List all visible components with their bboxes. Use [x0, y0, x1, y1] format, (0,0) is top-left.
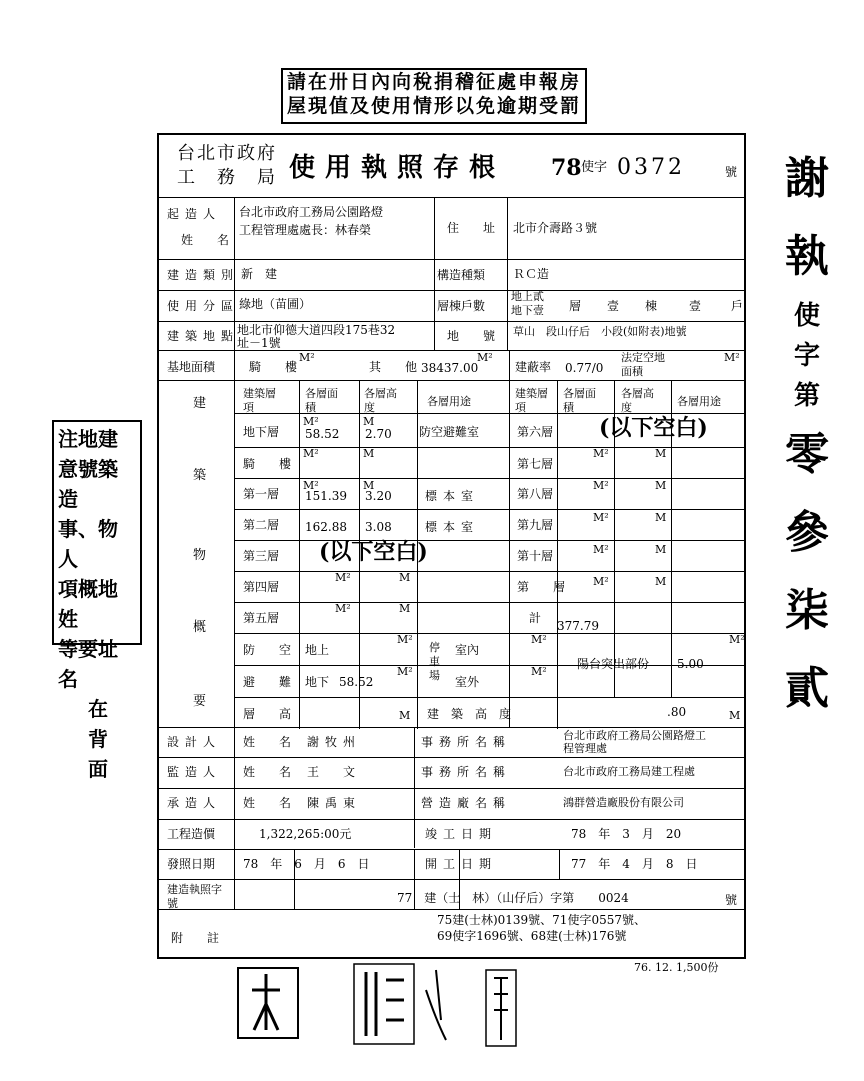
col-head-item: 建築層項	[243, 387, 276, 414]
floor-area: 58.52	[305, 427, 340, 441]
floor-name: 第七層	[517, 457, 554, 471]
contractor-label: 承造人	[167, 796, 222, 810]
start-value: 77 年 4 月 8 日	[571, 857, 698, 871]
col-head-use: 各層用途	[427, 395, 471, 408]
unit-m: M	[399, 709, 411, 722]
issue-value: 78 年 6 月 6 日	[243, 857, 370, 871]
col-head-use: 各層用途	[677, 395, 721, 408]
notice-line-1: 請在卅日內向稅捐稽征處申報房	[286, 71, 581, 93]
floors-above: 地上貳	[511, 290, 544, 303]
margin-char: 使	[793, 301, 820, 331]
side-note-line: 等要址名	[58, 637, 118, 691]
contractor-office: 鴻群營造廠股份有限公司	[563, 796, 684, 809]
rule	[159, 727, 744, 728]
rule	[234, 697, 744, 698]
rule	[159, 819, 744, 820]
unit-m2: M²	[593, 479, 609, 492]
remarks-line-1: 75建(士林)0139號、71使字0557號、	[437, 913, 646, 927]
designer-name-label: 姓 名	[243, 735, 298, 749]
unit-m2: M²	[335, 571, 351, 584]
floor-name: 第十層	[517, 549, 554, 563]
permit-char: 使字	[581, 160, 608, 175]
rule	[159, 321, 744, 322]
rule	[234, 571, 744, 572]
permit-label: 建造執照字號	[167, 883, 222, 910]
designer-office-1: 台北市政府工務局公園路燈工	[563, 729, 706, 742]
side-note-line: 注地建	[58, 427, 118, 451]
unit-m: M	[655, 511, 667, 524]
rule	[159, 259, 744, 260]
floor-name: 第 層	[517, 580, 572, 594]
floors-below: 地下壹	[511, 304, 544, 317]
supervisor-name-label: 姓 名	[243, 765, 298, 779]
rule	[234, 509, 744, 510]
unit-m2: M²	[729, 633, 745, 646]
unit-m: M	[655, 575, 667, 588]
col-head-area: 各層面積	[563, 387, 596, 414]
rule	[159, 909, 744, 910]
air-raid-label: 防 空	[243, 643, 298, 657]
overview-label: 要	[193, 694, 207, 709]
site-value-2: 址－1號	[237, 336, 281, 350]
unit-m2: M²	[531, 633, 547, 646]
zone-value: 綠地（苗圃）	[239, 297, 312, 311]
margin-char: 貳	[785, 663, 829, 714]
print-note: 76. 12. 1,500份	[634, 961, 719, 974]
org-line-2: 工 務 局	[177, 167, 277, 188]
rule	[159, 757, 744, 758]
below-value: 58.52	[339, 675, 374, 689]
overview-label: 概	[193, 620, 207, 635]
seal-strokes	[494, 978, 508, 1040]
side-note-line: 在	[88, 697, 108, 721]
lot-value: 草山 段山仔后 小段(如附表)地號	[513, 325, 687, 338]
indoor-label: 室內	[455, 643, 480, 657]
legal-label: 法定空地面積	[621, 351, 665, 378]
rule	[507, 197, 508, 351]
building-height-value: .80	[667, 705, 687, 719]
below-label: 地下	[305, 675, 330, 689]
base-area-label: 基地面積	[167, 360, 216, 374]
unit-m2: M²	[303, 415, 319, 428]
protrude-value: 5.00	[677, 657, 704, 671]
permit-suffix: 號	[725, 165, 738, 179]
floor-use: 標本室	[425, 520, 480, 534]
margin-char: 執	[785, 231, 829, 282]
address-value: 北市介壽路３號	[513, 221, 598, 235]
col-head-height: 各層高度	[364, 387, 397, 414]
seal-strokes	[366, 972, 404, 1036]
permit-suffix: 號	[725, 893, 738, 907]
contractor-office-label: 營造廠名稱	[421, 796, 512, 810]
rule	[509, 350, 510, 728]
contractor-name-label: 姓 名	[243, 796, 298, 810]
category-value: 新 建	[241, 267, 278, 281]
floor-name: 第二層	[243, 518, 280, 532]
designer-office-2: 程管理處	[563, 742, 607, 755]
supervisor-office: 台北市政府工務局建工程處	[563, 765, 695, 778]
rule	[234, 540, 744, 541]
designer-office-label: 事務所名稱	[421, 735, 512, 749]
total-value: 377.79	[557, 619, 599, 633]
total-label: 計	[529, 611, 542, 625]
rule	[234, 665, 744, 666]
floor-height: 2.70	[365, 427, 392, 441]
seal-box	[238, 968, 298, 1038]
floor-area: 151.39	[305, 489, 347, 503]
side-note-line: 項概地姓	[58, 577, 118, 631]
signature-stroke	[426, 970, 446, 1040]
unit-m: M	[363, 479, 375, 492]
permit-year: 78	[551, 155, 582, 181]
permit-value: 77 建（士 林）（山仔后）字第 0024	[397, 891, 629, 905]
blank-note-right: (以下空白)	[599, 415, 708, 441]
unit-m2: M²	[531, 665, 547, 678]
floors-tail-5: 戶	[731, 299, 744, 313]
builder-value-2: 工程管理處處長：林春榮	[239, 223, 372, 237]
completion-label: 竣工日期	[425, 827, 498, 841]
floor-name: 第九層	[517, 518, 554, 532]
builder-label-1: 起造人	[167, 207, 222, 221]
unit-m2: M²	[593, 511, 609, 524]
unit-m2: M²	[593, 447, 609, 460]
lot-label: 地 號	[447, 329, 502, 343]
rule	[159, 849, 744, 850]
side-note-line: 意號築造	[58, 457, 118, 511]
unit-m2: M²	[335, 602, 351, 615]
margin-char: 零	[785, 429, 829, 480]
other-label: 其 他	[369, 360, 424, 374]
zone-label: 使用分區	[167, 299, 240, 313]
shelter-label: 避 難	[243, 675, 298, 689]
floor-height-label: 層 高	[243, 707, 298, 721]
unit-m: M	[655, 447, 667, 460]
floors-label: 層棟戶數	[437, 299, 486, 313]
unit-m2: M²	[477, 351, 493, 364]
unit-m2: M²	[397, 665, 413, 678]
supervisor-name: 王 文	[307, 765, 362, 779]
side-note-box	[52, 420, 142, 781]
unit-m2: M²	[397, 633, 413, 646]
floor-area: 162.88	[305, 520, 347, 534]
rule	[159, 380, 744, 381]
overview-label: 建	[193, 396, 207, 411]
seal-figure	[252, 974, 280, 1030]
coverage-label: 建蔽率	[515, 360, 552, 374]
remarks-label: 附 註	[171, 931, 226, 945]
remarks-line-2: 69使字1696號、68建(士林)176號	[437, 929, 627, 943]
rule	[234, 602, 744, 603]
supervisor-office-label: 事務所名稱	[421, 765, 512, 779]
floor-name: 第四層	[243, 580, 280, 594]
unit-m2: M²	[299, 351, 315, 364]
unit-m2: M²	[303, 447, 319, 460]
rule	[299, 381, 300, 729]
margin-char: 柒	[785, 585, 829, 636]
start-label: 開工日期	[425, 857, 498, 871]
seal-box	[354, 964, 414, 1044]
unit-m: M	[729, 709, 741, 722]
designer-label: 設計人	[167, 735, 222, 749]
unit-m: M	[363, 447, 375, 460]
permit-number: 0372	[617, 155, 685, 180]
unit-m2: M²	[303, 479, 319, 492]
floor-name: 騎 樓	[243, 457, 298, 471]
permit-form	[157, 133, 746, 959]
designer-name: 謝牧州	[307, 735, 362, 749]
org-line-1: 台北市政府	[177, 143, 277, 164]
floors-tail-2: 壹	[607, 299, 620, 313]
rule	[159, 879, 744, 880]
unit-m: M	[363, 415, 375, 428]
blank-note-left: (以下空白)	[319, 539, 428, 565]
rule	[159, 197, 744, 198]
floor-name: 第五層	[243, 611, 280, 625]
floors-tail-3: 棟	[645, 299, 658, 313]
rule	[559, 849, 560, 879]
floor-use: 防空避難室	[419, 425, 480, 439]
floor-use: 標本室	[425, 489, 480, 503]
side-note-line: 事、物人	[58, 517, 118, 571]
unit-m: M	[399, 571, 411, 584]
above-label: 地上	[305, 643, 330, 657]
other-value: 38437.00	[421, 361, 479, 375]
col-head-area: 各層面積	[305, 387, 338, 414]
cost-value: 1,322,265:00元	[259, 827, 352, 841]
overview-label: 物	[193, 548, 207, 563]
floor-name: 第三層	[243, 549, 280, 563]
floor-name: 地下層	[243, 425, 280, 439]
margin-char: 謝	[785, 153, 829, 204]
floor-name: 第八層	[517, 487, 554, 501]
right-margin-stamp	[752, 140, 862, 840]
rule	[434, 197, 435, 351]
signature-marks	[236, 960, 536, 1050]
side-note-line: 面	[88, 757, 108, 781]
coverage-value: 0.77/0	[565, 361, 604, 375]
outdoor-label: 室外	[455, 675, 480, 689]
category-label: 建造類別	[167, 268, 240, 282]
floor-name: 第一層	[243, 487, 280, 501]
unit-m: M	[655, 479, 667, 492]
structure-label: 構造種類	[437, 268, 486, 282]
unit-m2: M²	[593, 543, 609, 556]
overview-label: 築	[193, 468, 207, 483]
issue-label: 發照日期	[167, 857, 216, 871]
protrude-label: 陽台突出部份	[577, 657, 650, 671]
margin-char: 第	[793, 381, 820, 411]
margin-char: 參	[785, 507, 829, 558]
floor-height: 3.20	[365, 489, 392, 503]
floor-name: 第六層	[517, 425, 554, 439]
unit-m: M	[399, 602, 411, 615]
parking-label: 停車場	[429, 641, 440, 682]
rule	[234, 633, 744, 634]
completion-value: 78 年 3 月 20	[571, 827, 682, 841]
rule	[414, 727, 415, 848]
col-head-height: 各層高度	[621, 387, 654, 414]
cost-label: 工程造價	[167, 827, 216, 841]
notice-stamp	[281, 68, 587, 124]
col-head-item: 建築層項	[515, 387, 548, 414]
supervisor-label: 監造人	[167, 765, 222, 779]
unit-m2: M²	[724, 351, 740, 364]
rule	[159, 290, 744, 291]
site-value-1: 地北市仰德大道四段175巷32	[237, 323, 396, 337]
side-note-line: 背	[88, 727, 108, 751]
structure-value: ＲＣ造	[513, 267, 550, 281]
margin-char: 字	[793, 341, 820, 371]
floors-tail-1: 層	[569, 299, 582, 313]
rule	[557, 381, 558, 729]
form-title: 使用執照存根	[289, 153, 506, 183]
building-height-label: 建 築 高 度	[427, 707, 512, 721]
contractor-name: 陳禹東	[307, 796, 362, 810]
unit-m: M	[655, 543, 667, 556]
rule	[159, 788, 744, 789]
floor-height: 3.08	[365, 520, 392, 534]
arcade-label: 騎 樓	[249, 360, 304, 374]
unit-m2: M²	[593, 575, 609, 588]
notice-line-2: 屋現值及使用情形以免逾期受罰	[286, 95, 581, 117]
builder-label-2: 姓 名	[181, 233, 236, 247]
builder-value-1: 台北市政府工務局公園路燈	[239, 205, 384, 219]
floors-tail-4: 壹	[689, 299, 702, 313]
site-label: 建築地點	[167, 329, 240, 343]
address-label: 住 址	[447, 221, 502, 235]
